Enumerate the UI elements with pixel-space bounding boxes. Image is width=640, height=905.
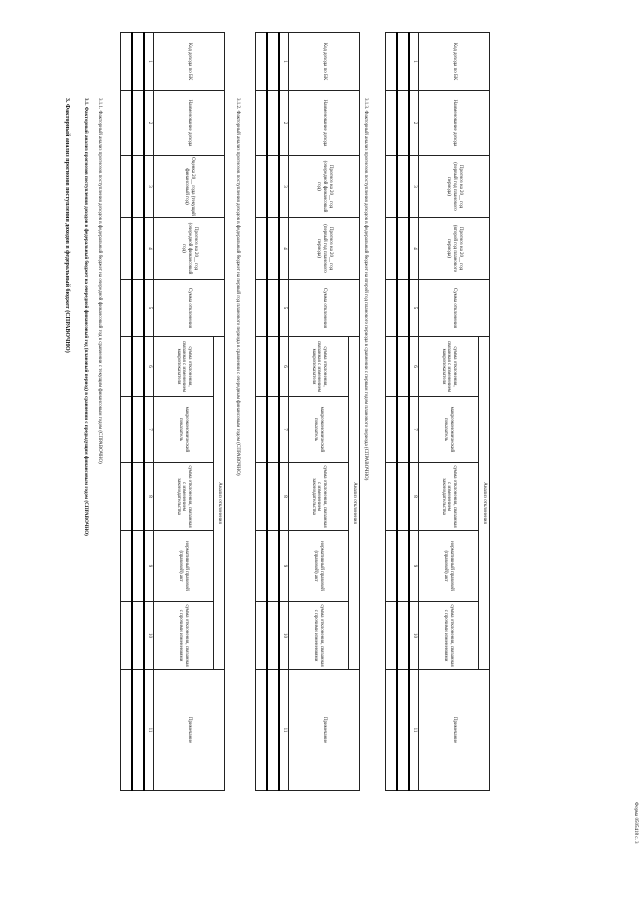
table-cell bbox=[132, 531, 144, 602]
table-3-subtitle: 3.1.3. Факторный анализ прогнозов поступления доходов в федеральный бюджет на второй год планового периода в сравнении с первым годом планового периода (СПРАВОЧНО) bbox=[363, 98, 368, 481]
table-cell bbox=[397, 218, 409, 280]
col-code-header: Код дохода по БК bbox=[289, 33, 360, 91]
col-macro-indicator-header: макроэкономический показатель bbox=[154, 397, 214, 463]
col-number: 3 bbox=[409, 156, 418, 218]
table-row bbox=[121, 33, 133, 791]
table-cell bbox=[121, 280, 133, 337]
col-number: 1 bbox=[144, 33, 153, 91]
col-code-header: Код дохода по БК bbox=[419, 33, 490, 91]
table-cell bbox=[256, 156, 268, 218]
table-row bbox=[397, 33, 409, 791]
col-law-deviation-header: сумма отклонения, связанная с изменением законодательства bbox=[289, 463, 349, 531]
table-cell bbox=[386, 91, 398, 156]
col-macro-indicator-header: макроэкономический показатель bbox=[419, 397, 479, 463]
table-cell bbox=[132, 463, 144, 531]
table-cell bbox=[121, 397, 133, 463]
table-cell bbox=[256, 670, 268, 791]
col-macro-indicator-header: макроэкономический показатель bbox=[289, 397, 349, 463]
table-cell bbox=[386, 337, 398, 397]
col-forecast-current-header: Прогноз на 20__ год (очередной финансовый год) bbox=[289, 156, 360, 218]
col-number: 7 bbox=[409, 397, 418, 463]
analysis-group-header: Анализ отклонения bbox=[349, 337, 360, 670]
col-number: 4 bbox=[279, 218, 288, 280]
table-cell bbox=[397, 531, 409, 602]
table-cell bbox=[121, 337, 133, 397]
col-number: 11 bbox=[279, 670, 288, 791]
col-forecast-second-header: Прогноз на 20__ год (второй год планового периода) bbox=[419, 218, 490, 280]
table-cell bbox=[397, 602, 409, 670]
table-cell bbox=[132, 670, 144, 791]
table-cell bbox=[132, 280, 144, 337]
col-deviation-header: Сумма отклонения bbox=[419, 280, 490, 337]
col-number: 8 bbox=[279, 463, 288, 531]
table-cell bbox=[256, 397, 268, 463]
col-number: 2 bbox=[409, 91, 418, 156]
col-note-header: Примечание bbox=[289, 670, 360, 791]
col-number: 11 bbox=[409, 670, 418, 791]
analysis-group-header: Анализ отклонения bbox=[479, 337, 490, 670]
col-note-header: Примечание bbox=[154, 670, 225, 791]
col-law-deviation-header: сумма отклонения, связанная с изменением законодательства bbox=[154, 463, 214, 531]
col-number: 7 bbox=[144, 397, 153, 463]
table-cell bbox=[386, 156, 398, 218]
table-cell bbox=[132, 337, 144, 397]
table-cell bbox=[386, 397, 398, 463]
col-number: 11 bbox=[144, 670, 153, 791]
table-2 bbox=[255, 32, 360, 791]
table-cell bbox=[386, 33, 398, 91]
table-cell bbox=[397, 397, 409, 463]
table-cell bbox=[267, 156, 279, 218]
col-number: 9 bbox=[144, 531, 153, 602]
table-cell bbox=[121, 602, 133, 670]
col-forecast-next-header: Прогноз на 20__ год (первый год планового периода) bbox=[289, 218, 360, 280]
col-number: 3 bbox=[279, 156, 288, 218]
col-law-deviation-header: сумма отклонения, связанная с изменением законодательства bbox=[419, 463, 479, 531]
table-row bbox=[256, 33, 268, 791]
table-cell bbox=[256, 463, 268, 531]
col-forecast-header: Прогноз на 20__ год (очередной финансовый год) bbox=[154, 218, 225, 280]
col-legal-act-header: нормативный правовой (правовой) акт bbox=[289, 531, 349, 602]
col-number: 9 bbox=[409, 531, 418, 602]
table-1 bbox=[120, 32, 225, 791]
col-number: 4 bbox=[409, 218, 418, 280]
table-cell bbox=[121, 156, 133, 218]
table-cell bbox=[132, 156, 144, 218]
table-cell bbox=[397, 156, 409, 218]
col-number: 7 bbox=[279, 397, 288, 463]
col-macro-deviation-header: сумма отклонения, связанная с изменением макропоказателя bbox=[154, 337, 214, 397]
table-cell bbox=[267, 91, 279, 156]
col-legal-act-header: нормативный правовой (правовой) акт bbox=[154, 531, 214, 602]
table-cell bbox=[386, 602, 398, 670]
section-3-title: 3. Факторный анализ прогнозов поступления доходов в федеральный бюджет (СПРАВОЧНО) bbox=[64, 98, 70, 353]
table-3 bbox=[385, 32, 490, 791]
table-cell bbox=[256, 218, 268, 280]
table-cell bbox=[267, 337, 279, 397]
col-macro-deviation-header: сумма отклонения, связанная с изменением макропоказателя bbox=[419, 337, 479, 397]
table-cell bbox=[256, 602, 268, 670]
col-name-header: Наименование дохода bbox=[289, 91, 360, 156]
col-legal-act-header: нормативный правовой (правовой) акт bbox=[419, 531, 479, 602]
table-cell bbox=[132, 397, 144, 463]
col-number: 5 bbox=[279, 280, 288, 337]
col-number: 5 bbox=[409, 280, 418, 337]
col-number: 1 bbox=[279, 33, 288, 91]
table-cell bbox=[397, 463, 409, 531]
table-cell bbox=[267, 670, 279, 791]
table-cell bbox=[132, 91, 144, 156]
col-number: 4 bbox=[144, 218, 153, 280]
table-cell bbox=[121, 670, 133, 791]
col-number: 10 bbox=[409, 602, 418, 670]
col-number: 3 bbox=[144, 156, 153, 218]
table-row bbox=[132, 33, 144, 791]
table-cell bbox=[267, 280, 279, 337]
table-cell bbox=[267, 397, 279, 463]
col-name-header: Наименование дохода bbox=[419, 91, 490, 156]
col-number: 5 bbox=[144, 280, 153, 337]
col-number: 6 bbox=[279, 337, 288, 397]
table-cell bbox=[256, 33, 268, 91]
table-cell bbox=[397, 337, 409, 397]
table-cell bbox=[256, 531, 268, 602]
col-macro-deviation-header: сумма отклонения, связанная с изменением макропоказателя bbox=[289, 337, 349, 397]
col-note-header: Примечание bbox=[419, 670, 490, 791]
col-name-header: Наименование дохода bbox=[154, 91, 225, 156]
table-cell bbox=[386, 531, 398, 602]
col-number: 10 bbox=[279, 602, 288, 670]
table-cell bbox=[397, 670, 409, 791]
table-cell bbox=[386, 280, 398, 337]
col-forecast-first-header: Прогноз на 20__ год (первый год планового периода) bbox=[419, 156, 490, 218]
table-cell bbox=[256, 337, 268, 397]
table-cell bbox=[121, 91, 133, 156]
col-number: 8 bbox=[409, 463, 418, 531]
table-cell bbox=[267, 218, 279, 280]
table-row bbox=[267, 33, 279, 791]
table-row bbox=[386, 33, 398, 791]
form-label: Форма 0505418 с. 3 bbox=[633, 802, 638, 844]
table-cell bbox=[397, 91, 409, 156]
section-3-1-title: 3.1. Факторный анализ прогнозов поступления доходов в федеральный бюджет на очередной финансовый год (плановый период) в сравнении с предыдущим финансовым годом (СПРАВОЧНО) bbox=[83, 98, 88, 536]
col-deviation-header: Сумма отклонения bbox=[289, 280, 360, 337]
col-number: 6 bbox=[409, 337, 418, 397]
col-other-deviation-header: сумма отклонения, связанная с прочими изменениями bbox=[419, 602, 479, 670]
table-cell bbox=[267, 602, 279, 670]
table-cell bbox=[386, 463, 398, 531]
col-number: 10 bbox=[144, 602, 153, 670]
table-cell bbox=[132, 602, 144, 670]
col-deviation-header: Сумма отклонения bbox=[154, 280, 225, 337]
table-cell bbox=[132, 33, 144, 91]
table-cell bbox=[386, 218, 398, 280]
table-cell bbox=[397, 280, 409, 337]
table-cell bbox=[267, 33, 279, 91]
col-number: 8 bbox=[144, 463, 153, 531]
table-cell bbox=[397, 33, 409, 91]
col-number: 9 bbox=[279, 531, 288, 602]
col-estimate-header: Оценка 20__ года (текущий финансовый год) bbox=[154, 156, 225, 218]
table-1-subtitle: 3.1.1. Факторный анализ прогнозов поступления доходов в федеральный бюджет на очередной финансовый год в сравнении с текущим финансовым годом (СПРАВОЧНО) bbox=[97, 98, 102, 464]
table-cell bbox=[267, 463, 279, 531]
col-number: 1 bbox=[409, 33, 418, 91]
col-other-deviation-header: сумма отклонения, связанная с прочими изменениями bbox=[289, 602, 349, 670]
col-code-header: Код дохода по БК bbox=[154, 33, 225, 91]
table-cell bbox=[121, 33, 133, 91]
table-cell bbox=[267, 531, 279, 602]
table-2-subtitle: 3.1.2. Факторный анализ прогнозов поступления доходов в федеральный бюджет на первый год планового периода в сравнении с очередным финансовым годом (СПРАВОЧНО) bbox=[235, 98, 240, 476]
table-cell bbox=[386, 670, 398, 791]
table-cell bbox=[121, 463, 133, 531]
analysis-group-header: Анализ отклонения bbox=[214, 337, 225, 670]
table-cell bbox=[121, 218, 133, 280]
table-cell bbox=[256, 280, 268, 337]
table-cell bbox=[132, 218, 144, 280]
col-number: 2 bbox=[279, 91, 288, 156]
col-number: 2 bbox=[144, 91, 153, 156]
table-cell bbox=[256, 91, 268, 156]
table-cell bbox=[121, 531, 133, 602]
col-number: 6 bbox=[144, 337, 153, 397]
col-other-deviation-header: сумма отклонения, связанная с прочими изменениями bbox=[154, 602, 214, 670]
